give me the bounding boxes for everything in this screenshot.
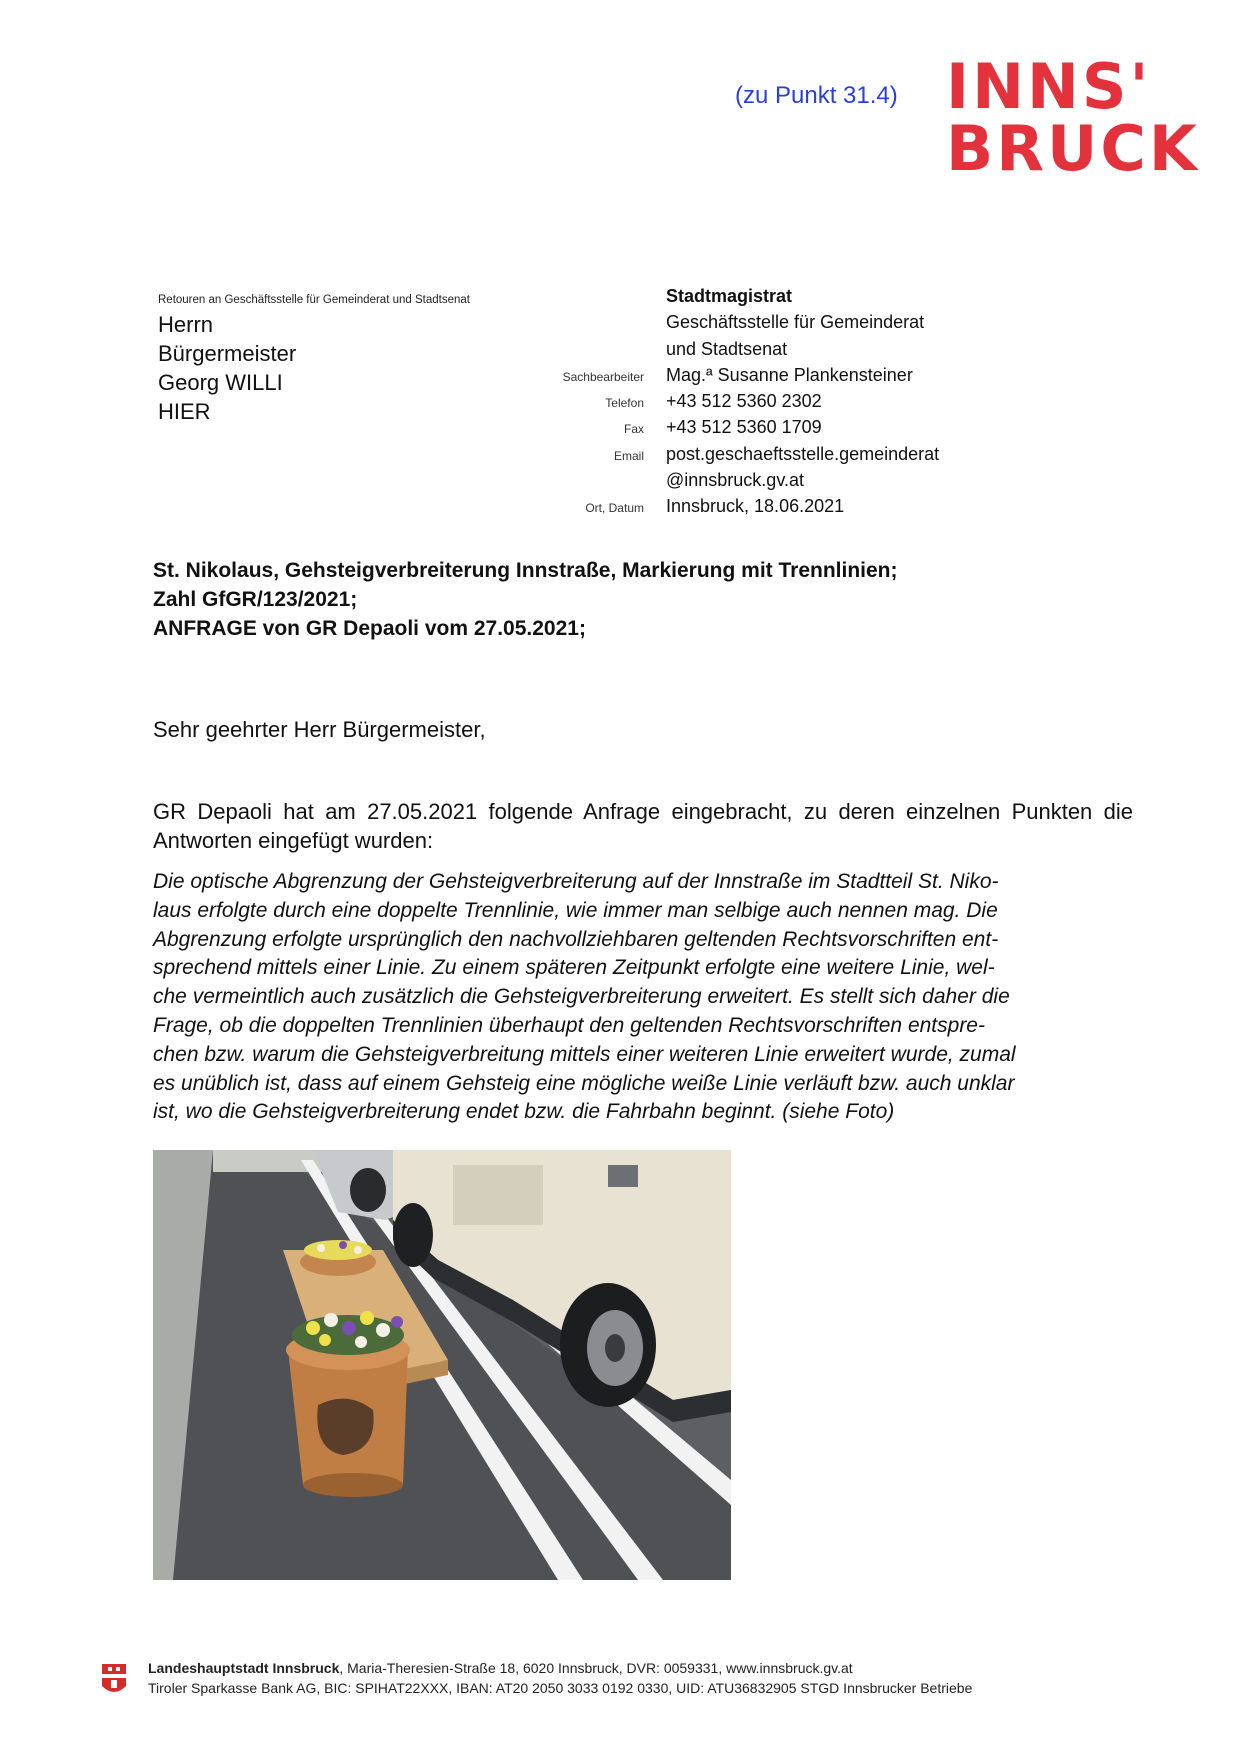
logo-line-2: BRUCK [946, 112, 1200, 185]
intro-paragraph: GR Depaoli hat am 27.05.2021 folgende Anfrage eingebracht, zu deren einzelnen Punkten die Antworten eingefügt wurden: [153, 799, 1133, 853]
recipient-block [158, 310, 296, 426]
sender-contact-block [560, 286, 1020, 523]
clerk-name: Mag.ª Susanne Plankensteiner [666, 364, 913, 385]
subject-line: Zahl GfGR/123/2021; [153, 588, 358, 611]
inquiry-line: ist, wo die Gehsteigverbreiterung endet bzw. die Fahrbahn beginnt. (siehe Foto) [153, 1100, 895, 1124]
inquiry-line: Frage, ob die doppelten Trennlinien überhaupt den geltenden Rechtsvorschriften entspre- [153, 1013, 985, 1037]
date-value: Innsbruck, 18.06.2021 [666, 496, 845, 517]
email-value: post.geschaeftsstelle.gemeinderat [666, 443, 940, 464]
sender-org: Stadtmagistrat [666, 286, 793, 306]
email-value-continued: @innsbruck.gv.at [666, 470, 804, 491]
inquiry-line: Die optische Abgrenzung der Gehsteigverbreiterung auf der Innstraße im Stadtteil St. Niko- [153, 870, 999, 893]
subject-line: St. Nikolaus, Gehsteigverbreiterung Innstraße, Markierung mit Trennlinien; [153, 559, 898, 582]
inquiry-line: laus erfolgte durch eine doppelte Trennlinie, wie immer man selbige auch nennen mag. Die [153, 898, 998, 922]
inquiry-line: Abgrenzung erfolgte ursprünglich den nachvollziehbaren geltenden Rechtsvorschriften ent- [153, 927, 999, 951]
reference-note: (zu Punkt 31.4) [735, 82, 898, 109]
inquiry-line: sprechend mittels einer Linie. Zu einem späteren Zeitpunkt erfolgte eine weitere Linie, wel- [153, 956, 995, 980]
phone-value: +43 512 5360 2302 [666, 391, 822, 412]
recipient-line: Georg WILLI [158, 370, 283, 395]
letter-subject [153, 556, 1153, 643]
clerk-label: Sachbearbeiter [562, 369, 644, 384]
logo-line-1: INNS' [946, 50, 1152, 123]
sender-department: Geschäftsstelle für Gemeinderat [666, 312, 925, 333]
email-label: Email [613, 448, 644, 463]
return-address: Retouren an Geschäftsstelle für Gemeinderat und Stadtsenat [158, 294, 470, 306]
footer-org: Landeshauptstadt Innsbruck [148, 1660, 340, 1676]
innsbruck-crest-icon [100, 1662, 128, 1698]
footer-address-rest: , Maria-Theresien-Straße 18, 6020 Innsbruck, DVR: 0059331, www.innsbruck.gv.at [339, 1660, 853, 1676]
recipient-line: Herrn [158, 312, 214, 337]
footer-bank: Tiroler Sparkasse Bank AG, BIC: SPIHAT22XXX, IBAN: AT20 2050 3033 0192 0330, UID: ATU36832905 STGD Innsbrucker Betriebe [148, 1680, 973, 1696]
phone-label: Telefon [605, 396, 644, 411]
footer-address [148, 1660, 853, 1676]
fax-label: Fax [623, 422, 644, 437]
inquiry-line: che vermeintlich auch zusätzlich die Gehsteigverbreiterung erweitert. Es stellt sich daher die [153, 985, 1010, 1009]
fax-value: +43 512 5360 1709 [666, 417, 822, 438]
innsbruck-logo [946, 50, 1200, 185]
recipient-line: Bürgermeister [158, 341, 297, 366]
inquiry-line: chen bzw. warum die Gehsteigverbreitung mittels einer weiteren Linie erweitert wurde, zumal [153, 1042, 1016, 1066]
recipient-line: HIER [158, 399, 211, 424]
street-photo [153, 1150, 731, 1580]
inquiry-text [153, 868, 1133, 1127]
salutation: Sehr geehrter Herr Bürgermeister, [153, 717, 486, 742]
date-label: Ort, Datum [585, 501, 644, 516]
sender-department: und Stadtsenat [666, 338, 788, 359]
inquiry-line: es unüblich ist, dass auf einem Gehsteig eine mögliche weiße Linie verläuft bzw. auch unklar [153, 1071, 1015, 1095]
subject-line: ANFRAGE von GR Depaoli vom 27.05.2021; [153, 617, 586, 640]
